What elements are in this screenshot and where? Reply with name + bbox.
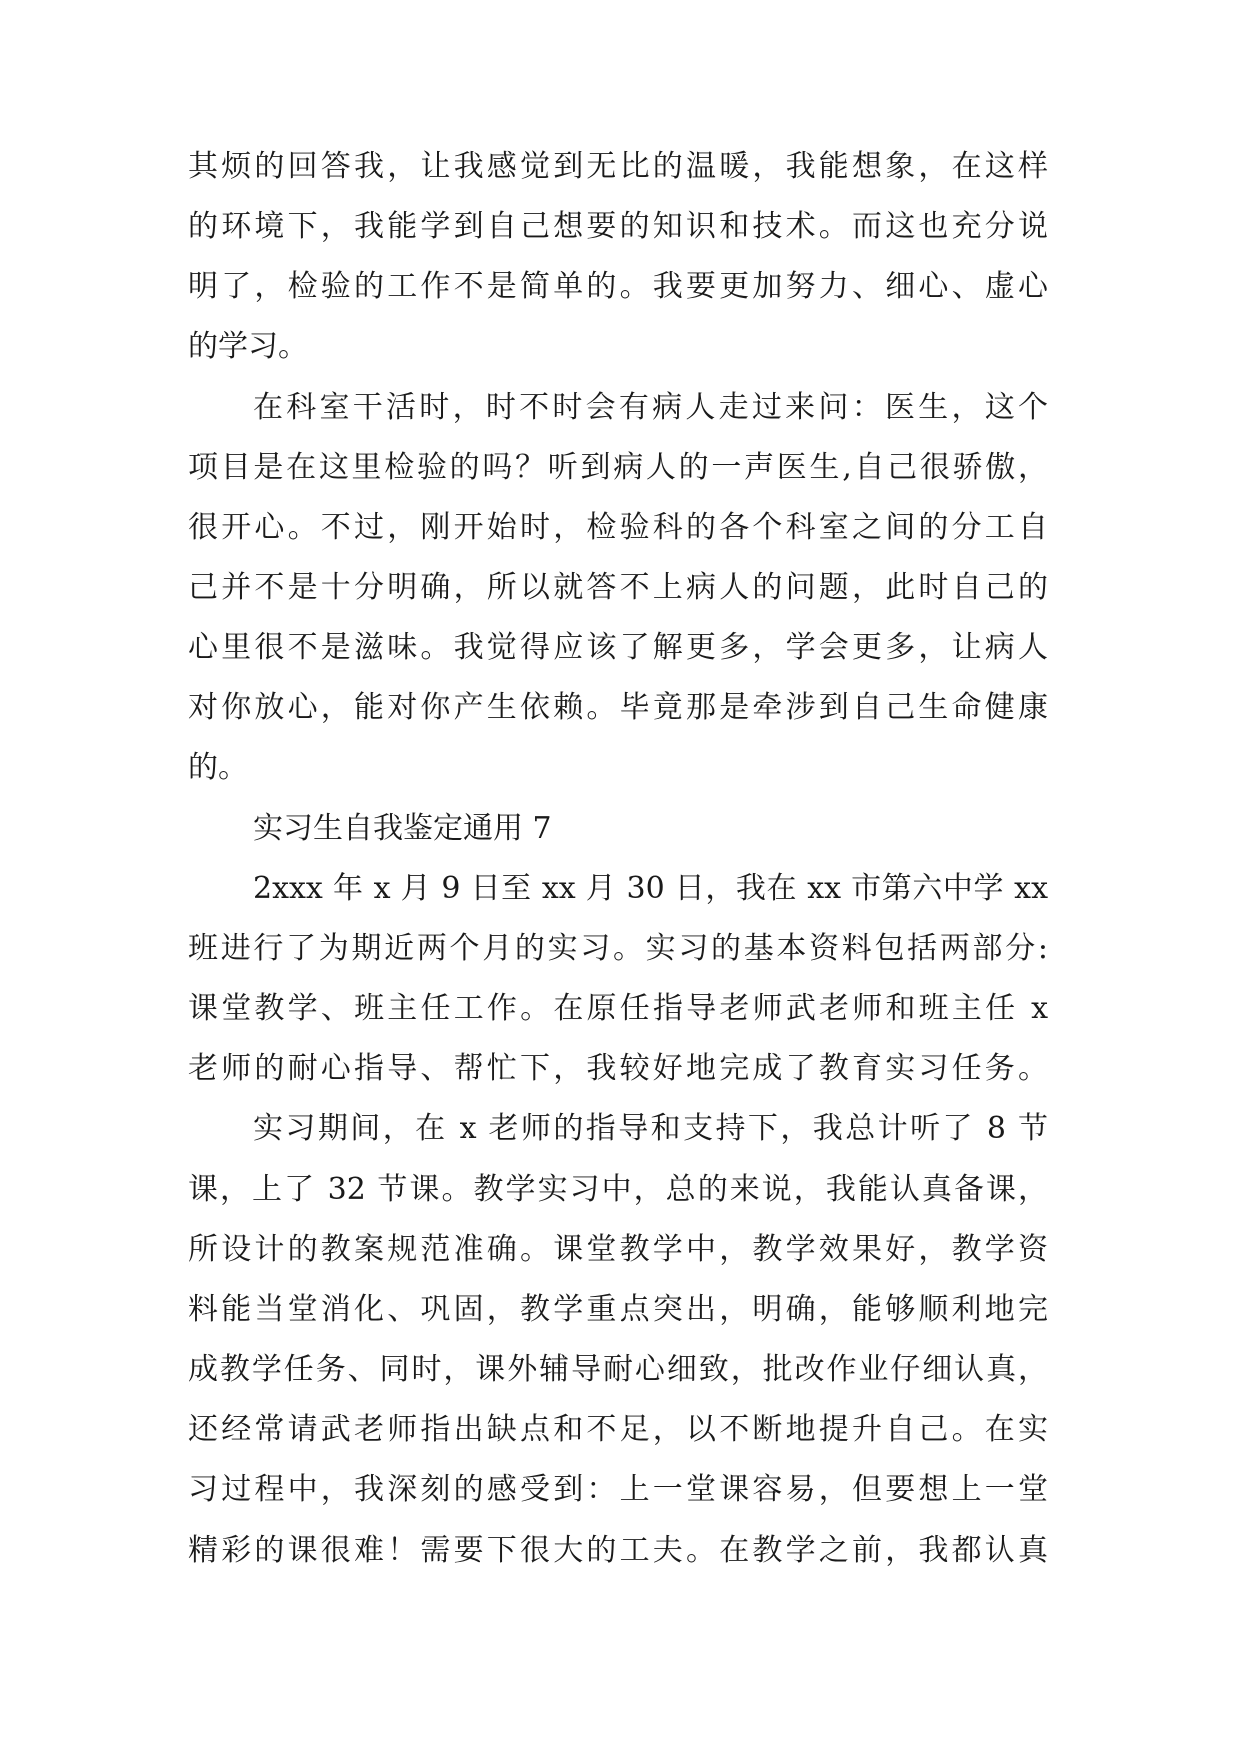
text-line: 的环境下，我能学到自己想要的知识和技术。而这也充分说 <box>188 209 1048 244</box>
text-line: 精彩的课很难！需要下很大的工夫。在教学之前，我都认真 <box>188 1533 1048 1568</box>
text-line: 习过程中，我深刻的感受到：上一堂课容易，但要想上一堂 <box>188 1472 1048 1507</box>
text-line: 项目是在这里检验的吗？听到病人的一声医生,自己很骄傲， <box>188 450 1048 485</box>
text-line: 所设计的教案规范准确。课堂教学中，教学效果好，教学资 <box>188 1232 1048 1267</box>
text-line: 的学习。 <box>188 329 308 364</box>
text-line: 己并不是十分明确，所以就答不上病人的问题，此时自己的 <box>188 570 1048 605</box>
text-line: 心里很不是滋味。我觉得应该了解更多，学会更多，让病人 <box>188 630 1048 665</box>
paragraph-start-line: 在科室干活时，时不时会有病人走过来问：医生，这个 <box>253 390 1048 425</box>
text-line: 还经常请武老师指出缺点和不足，以不断地提升自己。在实 <box>188 1412 1048 1447</box>
text-line: 其烦的回答我，让我感觉到无比的温暖，我能想象，在这样 <box>188 149 1048 184</box>
section-heading: 实习生自我鉴定通用 7 <box>253 811 552 846</box>
text-line: 课堂教学、班主任工作。在原任指导老师武老师和班主任 x <box>188 991 1048 1026</box>
text-line: 料能当堂消化、巩固，教学重点突出，明确，能够顺利地完 <box>188 1292 1048 1327</box>
paragraph-start-line: 实习期间，在 x 老师的指导和支持下，我总计听了 8 节 <box>253 1111 1048 1146</box>
text-line: 的。 <box>188 750 248 785</box>
text-line: 班进行了为期近两个月的实习。实习的基本资料包括两部分: <box>188 931 1048 966</box>
text-line: 成教学任务、同时，课外辅导耐心细致，批改作业仔细认真， <box>188 1352 1048 1387</box>
text-line: 明了，检验的工作不是简单的。我要更加努力、细心、虚心 <box>188 269 1048 304</box>
paragraph-start-line: 2xxx 年 x 月 9 日至 xx 月 30 日，我在 xx 市第六中学 xx <box>253 871 1048 906</box>
text-line: 课，上了 32 节课。教学实习中，总的来说，我能认真备课， <box>188 1172 1048 1207</box>
text-line: 对你放心，能对你产生依赖。毕竟那是牵涉到自己生命健康 <box>188 690 1048 725</box>
text-line: 很开心。不过，刚开始时，检验科的各个科室之间的分工自 <box>188 510 1048 545</box>
text-line: 老师的耐心指导、帮忙下，我较好地完成了教育实习任务。 <box>188 1051 1048 1086</box>
